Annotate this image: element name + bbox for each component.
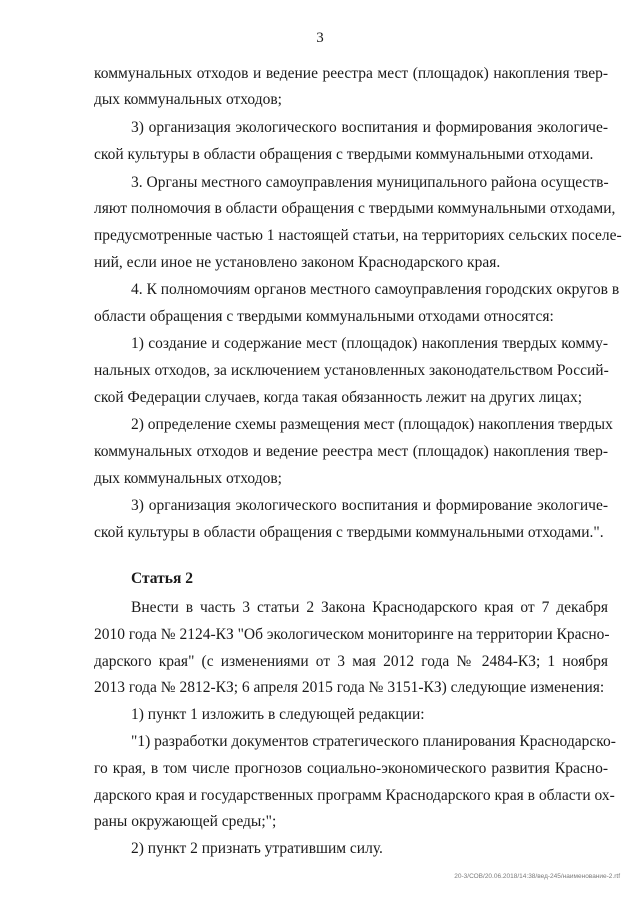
text-line: 1) создание и содержание мест (площадок) накопления твердых комму- bbox=[131, 335, 608, 352]
text-line: ний, если иное не установлено законом Краснодарского края. bbox=[94, 254, 501, 271]
text-line: 2013 года № 2812-КЗ; 6 апреля 2015 года № 3151-КЗ) следующие изменения: bbox=[94, 679, 605, 696]
text-line: 2) определение схемы размещения мест (площадок) накопления твердых bbox=[131, 416, 613, 433]
text-line: ляют полномочия в области обращения с твердыми коммунальными отходами, bbox=[94, 200, 616, 217]
text-line: дых коммунальных отходов; bbox=[94, 470, 282, 487]
text-line: 3) организация экологического воспитания и формирования экологиче- bbox=[131, 119, 608, 136]
text-line: коммунальных отходов и ведение реестра мест (площадок) накопления твер- bbox=[94, 65, 608, 82]
text-line: ской культуры в области обращения с твердыми коммунальными отходами.". bbox=[94, 524, 604, 541]
text-line: 2010 года № 2124-КЗ "Об экологическом мониторинге на территории Красно- bbox=[94, 626, 610, 643]
text-line: области обращения с твердыми коммунальными отходами относятся: bbox=[94, 308, 554, 325]
article-heading: Статья 2 bbox=[131, 570, 193, 587]
text-line: ской культуры в области обращения с твердыми коммунальными отходами. bbox=[94, 146, 594, 163]
text-line: 1) пункт 1 изложить в следующей редакции: bbox=[131, 706, 425, 723]
text-line: го края, в том числе прогнозов социально-экономического развития Красно- bbox=[94, 760, 608, 777]
text-line: 3) организация экологического воспитания и формирование экологиче- bbox=[131, 497, 608, 514]
text-line: 2) пункт 2 признать утратившим силу. bbox=[131, 840, 383, 857]
text-line: "1) разработки документов стратегического планирования Краснодарско- bbox=[131, 733, 616, 750]
text-line: 3. Органы местного самоуправления муниципального района осуществ- bbox=[131, 174, 609, 191]
text-line: дарского края и государственных программ Краснодарского края в области ох- bbox=[94, 787, 615, 804]
text-line: раны окружающей среды;"; bbox=[94, 813, 277, 830]
text-line: 4. К полномочиям органов местного самоуправления городских округов в bbox=[131, 281, 620, 298]
text-line: дых коммунальных отходов; bbox=[94, 91, 282, 108]
text-line: предусмотренные частью 1 настоящей статьи, на территориях сельских поселе- bbox=[94, 227, 622, 244]
text-line: ской Федерации случаев, когда такая обязанность лежит на других лицах; bbox=[94, 389, 583, 406]
text-line: Внести в часть 3 статьи 2 Закона Краснодарского края от 7 декабря bbox=[131, 599, 608, 616]
text-line: коммунальных отходов и ведение реестра мест (площадок) накопления твер- bbox=[94, 443, 608, 460]
file-footer: 20-3/СОВ/20.06.2018/14:38/вед-245/наименование-2.rtf bbox=[454, 873, 620, 880]
text-line: нальных отходов, за исключением установленных законодательством Россий- bbox=[94, 362, 609, 379]
text-line: дарского края" (с изменениями от 3 мая 2012 года № 2484-КЗ; 1 ноября bbox=[94, 653, 608, 670]
page-number: 3 bbox=[316, 30, 324, 46]
